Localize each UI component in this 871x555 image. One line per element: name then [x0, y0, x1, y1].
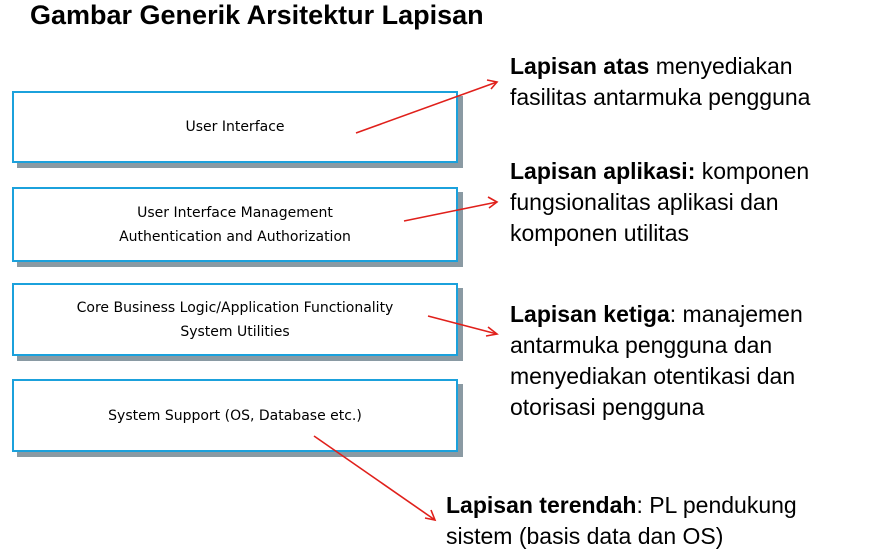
page-title: Gambar Generik Arsitektur Lapisan — [30, 0, 484, 30]
layer-label: User Interface Management — [137, 204, 333, 221]
layer-label: System Utilities — [180, 323, 290, 340]
layer-label: Core Business Logic/Application Functionality — [76, 299, 394, 316]
note-line: sistem (basis data dan OS) — [446, 523, 724, 549]
note-heading: Lapisan terendah — [446, 492, 637, 518]
note-line: menyediakan otentikasi dan — [510, 363, 796, 389]
note-text: : PL pendukung — [636, 492, 797, 518]
note-line: antarmuka pengguna dan — [510, 332, 773, 358]
note-line: komponen utilitas — [510, 220, 689, 246]
note-text: : manajemen — [669, 301, 803, 327]
arrow-application-layer — [404, 202, 497, 221]
note-line: fasilitas antarmuka pengguna — [510, 84, 811, 110]
layer-label: User Interface — [185, 119, 285, 135]
arrow-third-layer — [428, 316, 497, 334]
note-heading: Lapisan ketiga — [510, 301, 670, 327]
note-heading: Lapisan atas — [510, 53, 650, 79]
arrow-lowest-layer — [314, 436, 435, 520]
arrow-top-layer — [356, 82, 497, 133]
note-text: komponen — [695, 158, 810, 184]
note-heading: Lapisan aplikasi: — [510, 158, 696, 184]
note-line: otorisasi pengguna — [510, 394, 705, 420]
note-text: menyediakan — [649, 53, 793, 79]
note-line: fungsionalitas aplikasi dan — [510, 189, 779, 215]
layer-label: Authentication and Authorization — [119, 228, 351, 245]
layer-label: System Support (OS, Database etc.) — [108, 407, 362, 424]
